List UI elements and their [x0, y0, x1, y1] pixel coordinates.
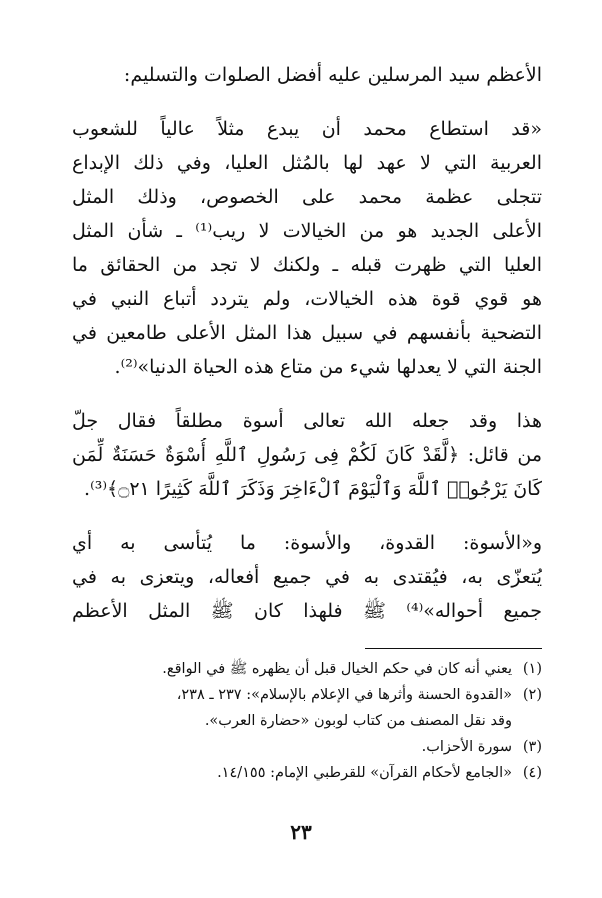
footnote-separator: [365, 648, 542, 649]
page-number: ٢٣: [290, 820, 312, 844]
text-line: جميع أحواله»⁽⁴⁾ ﷺ فلهذا كان ﷺ المثل الأعظم: [72, 600, 542, 622]
footnote-text: سورة الأحزاب.: [421, 739, 512, 755]
paragraph-intro: [72, 58, 542, 92]
text-line: من قائل: ﴿لَّقَدْ كَانَ لَكُمْ فِى رَسُولِ ٱللَّهِ أُسْوَةٌ حَسَنَةٌ لِّمَن: [72, 444, 542, 466]
text-line: الأعلى الجديد هو من الخيالات لا ريب⁽¹⁾ ـ شأن المثل: [72, 220, 542, 242]
footnote-number: (٤): [522, 765, 542, 781]
text-line: و«الأسوة: القدوة، والأسوة: ما يُتأسى به أي: [72, 532, 542, 554]
text-line: يُتعزّى به، فيُقتدى به في جميع أفعاله، ويتعزى به في: [72, 566, 542, 588]
text-line: الأعظم سيد المرسلين عليه أفضل الصلوات والتسليم:: [123, 64, 542, 86]
footnote-number: (١): [522, 661, 542, 677]
footnote-item: [72, 734, 542, 760]
text-line: العربية التي لا عهد لها بالمُثل العليا، وفي ذلك الإبداع: [72, 152, 542, 174]
footnote-item: [72, 760, 542, 786]
paragraph-definition: [72, 526, 542, 628]
footnote-text: «القدوة الحسنة وأثرها في الإعلام بالإسلام»: ٢٣٧ ـ ٢٣٨،: [176, 687, 512, 703]
text-line: الجنة التي لا يعدلها شيء من متاع هذه الحياة الدنيا»⁽²⁾.: [114, 356, 542, 378]
footnote-text: «الجامع لأحكام القرآن» للقرطبي الإمام: ١٤/١٥٥.: [217, 765, 512, 781]
footnote-text: يعني أنه كان في حكم الخيال قبل أن يظهره ﷺ في الواقع.: [162, 661, 512, 677]
footnote-item: [72, 682, 542, 708]
text-line: تتجلى عظمة محمد على الخصوص، وذلك المثل: [72, 186, 542, 208]
text-line: كَانَ يَرْجُوا۟ ٱللَّهَ وَٱلْيَوْمَ ٱلْءَاخِرَ وَذَكَرَ ٱللَّهَ كَثِيرًا ۝٢١﴾⁽³⁾.: [84, 478, 542, 500]
footnotes: [72, 656, 542, 786]
text-line: هو قوي قوة هذه الخيالات، ولم يتردد أتباع النبي في: [72, 288, 542, 310]
text-line: العليا التي ظهرت قبله ـ ولكنك لا تجد من الحقائق ما: [72, 254, 542, 276]
paragraph-verse: [72, 404, 542, 506]
footnote-item: [72, 656, 542, 682]
text-line: هذا وقد جعله الله تعالى أسوة مطلقاً فقال جلّ: [72, 410, 542, 432]
footnote-number: (٣): [522, 739, 542, 755]
footnote-text-continued: وقد نقل المصنف من كتاب لوبون «حضارة العرب».: [204, 713, 512, 729]
text-line: التضحية بأنفسهم في سبيل هذا المثل الأعلى طامعين في: [72, 322, 542, 344]
paragraph-quote: [72, 112, 542, 384]
text-line: «قد استطاع محمد أن يبدع مثلاً عالياً للشعوب: [72, 118, 542, 140]
footnote-number: (٢): [522, 687, 542, 703]
